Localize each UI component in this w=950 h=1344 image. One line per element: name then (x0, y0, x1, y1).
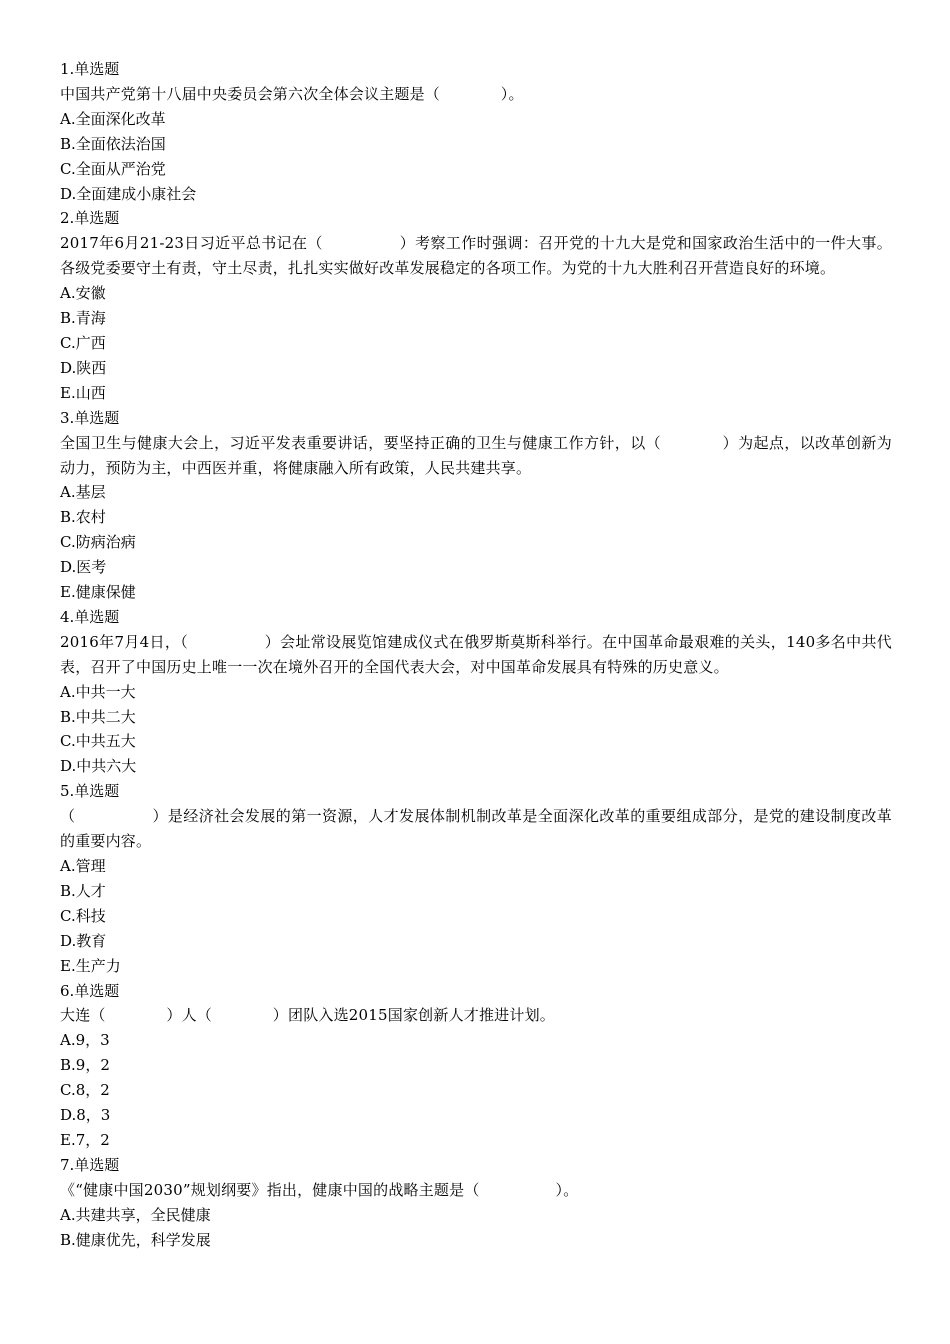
answer-option: A.9，3 (60, 1031, 110, 1050)
question-type-label: 1.单选题 (60, 60, 120, 78)
question-stem: （ ）是经济社会发展的第一资源，人才发展体制机制改革是全面深化改革的重要组成部分，是党的建设制度改革的重要内容。 (60, 807, 892, 851)
answer-option: A.共建共享，全民健康 (60, 1205, 211, 1224)
answer-option: E.7，2 (60, 1130, 110, 1149)
answer-option: A.中共一大 (60, 682, 136, 701)
question-stem: 《“健康中国2030”规划纲要》指出，健康中国的战略主题是（ ）。 (60, 1180, 579, 1199)
question-1 (60, 57, 892, 206)
answer-option: B.9，2 (60, 1056, 110, 1075)
answer-option: D.陕西 (60, 358, 107, 377)
answer-option: B.人才 (60, 881, 106, 900)
question-stem: 2017年6月21-23日习近平总书记在（ ）考察工作时强调：召开党的十九大是党和国家政治生活中的一件大事。各级党委要守土有责，守土尽责，扎扎实实做好改革发展稳定的各项工作。为党的十九大胜利召开营造良好的环境。 (60, 234, 892, 278)
answer-option: B.青海 (60, 309, 106, 328)
question-stem: 2016年7月4日，（ ）会址常设展览馆建成仪式在俄罗斯莫斯科举行。在中国革命最艰难的关头，140多名中共代表，召开了中国历史上唯一一次在境外召开的全国代表大会，对中国革命发展具有特殊的历史意义。 (60, 632, 892, 676)
question-stem: 全国卫生与健康大会上，习近平发表重要讲话，要坚持正确的卫生与健康工作方针，以（ ）为起点，以改革创新为动力，预防为主，中西医并重，将健康融入所有政策，人民共建共享。 (60, 433, 892, 477)
answer-option: A.全面深化改革 (60, 109, 166, 128)
question-6 (60, 979, 892, 1153)
answer-option: D.教育 (60, 931, 107, 950)
question-type-label: 2.单选题 (60, 209, 120, 228)
exam-document (60, 57, 892, 1253)
answer-option: B.健康优先，科学发展 (60, 1230, 211, 1249)
question-7 (60, 1153, 892, 1253)
answer-option: C.防病治病 (60, 533, 136, 552)
answer-option: E.生产力 (60, 956, 121, 975)
answer-option: C.科技 (60, 906, 106, 925)
question-stem: 中国共产党第十八届中央委员会第六次全体会议主题是（ ）。 (60, 84, 524, 103)
answer-option: D.8，3 (60, 1106, 111, 1125)
question-3 (60, 406, 892, 605)
answer-option: B.全面依法治国 (60, 134, 166, 153)
answer-option: C.8，2 (60, 1081, 110, 1100)
answer-option: A.管理 (60, 857, 106, 875)
answer-option: E.健康保健 (60, 583, 136, 602)
answer-option: A.安徽 (60, 284, 106, 303)
answer-option: B.中共二大 (60, 707, 136, 726)
question-stem: 大连（ ）人（ ）团队入选2015国家创新人才推进计划。 (60, 1006, 555, 1025)
answer-option: E.山西 (60, 383, 106, 402)
question-2 (60, 206, 892, 405)
question-5 (60, 779, 892, 978)
answer-option: C.中共五大 (60, 732, 136, 751)
answer-option: B.农村 (60, 508, 106, 527)
answer-option: C.广西 (60, 333, 106, 352)
question-4 (60, 605, 892, 779)
question-type-label: 6.单选题 (60, 981, 120, 1000)
question-type-label: 4.单选题 (60, 607, 120, 626)
answer-option: D.中共六大 (60, 757, 137, 776)
answer-option: A.基层 (60, 483, 106, 502)
question-type-label: 3.单选题 (60, 408, 120, 427)
answer-option: D.全面建成小康社会 (60, 184, 197, 203)
question-type-label: 5.单选题 (60, 782, 120, 801)
answer-option: C.全面从严治党 (60, 159, 166, 178)
question-type-label: 7.单选题 (60, 1155, 120, 1174)
answer-option: D.医考 (60, 558, 107, 577)
